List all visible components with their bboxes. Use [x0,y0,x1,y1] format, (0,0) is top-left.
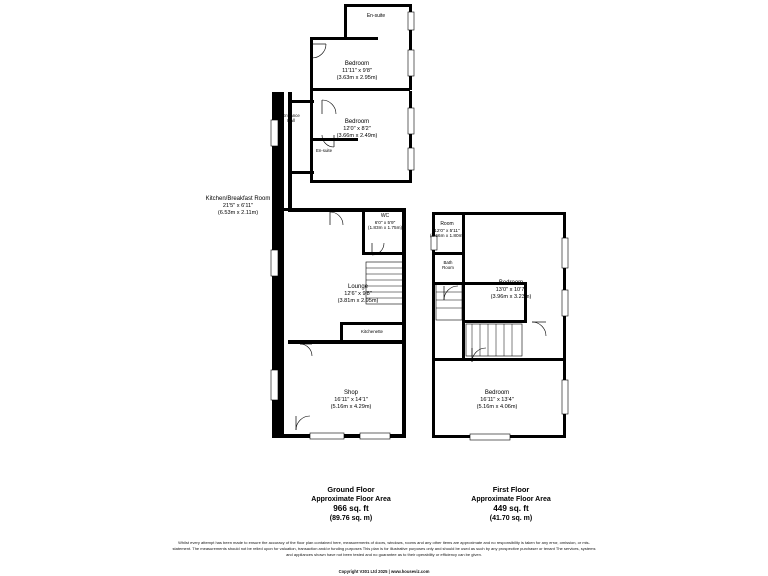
room-label-bedroom-3: Bedroom 13'0" x 10'7" (3.96m x 3.23m) [490,280,532,300]
room-label-shop: Shop 16'11" x 14'1" (5.16m x 4.29m) [330,390,372,410]
copyright-text: Copyright V301 Ltd 2025 | www.houseviz.com [338,569,430,574]
room-label-wc: WC 6'0" x 5'9" (1.83m x 1.75m) [367,213,403,231]
room-label-entrance-hall: Entrance Hall [282,113,300,124]
room-label-room: Room 12'0" x 5'11" (3.66m x 1.80m) [429,221,465,239]
first-stairs [466,324,522,356]
room-label-bath-room: Bath Room [442,260,454,271]
room-label-bedroom-4: Bedroom 16'11" x 13'4" (5.16m x 4.06m) [476,390,518,410]
room-label-ensuite-top: En-suite [366,13,386,19]
ground-floor-outline [204,92,406,439]
room-label-kitchenette: Kitchenette [361,329,383,334]
room-label-lounge: Lounge 12'6" x 9'8" (3.81m x 2.95m) [337,284,379,304]
first-floor-summary: First Floor Approximate Floor Area 449 sq. ft (41.70 sq. m) [471,485,551,523]
room-label-kitchen-breakfast: Kitchen/Breakfast Room 21'5" x 6'11" (6.53m x 2.11m) [205,196,271,216]
room-label-bedroom-1: Bedroom 11'11" x 9'8" (3.63m x 2.95m) [336,61,378,81]
disclaimer-text: Whilst every attempt has been made to ensure the accuracy of the floor plan contained here, measurements of doors, windows, rooms and any other items are approximate and no responsibility is taken for any error, omission, or mis-statement. The measurements should not be relied upon for valuation, transaction and/or funding purposes This plan is for illustrative purposes only and should be used as such by any prospective purchaser or tenant The services, systems and appliances shown have not been tested and no guarantee as to their operability or efficiency can be given. [172,540,596,557]
ground-floor-summary: Ground Floor Approximate Floor Area 966 sq. ft (89.76 sq. m) [311,485,391,523]
room-label-bedroom-2: Bedroom 12'0" x 8'2" (3.66m x 2.49m) [336,119,378,139]
room-label-ensuite-2: En-suite [315,148,333,153]
